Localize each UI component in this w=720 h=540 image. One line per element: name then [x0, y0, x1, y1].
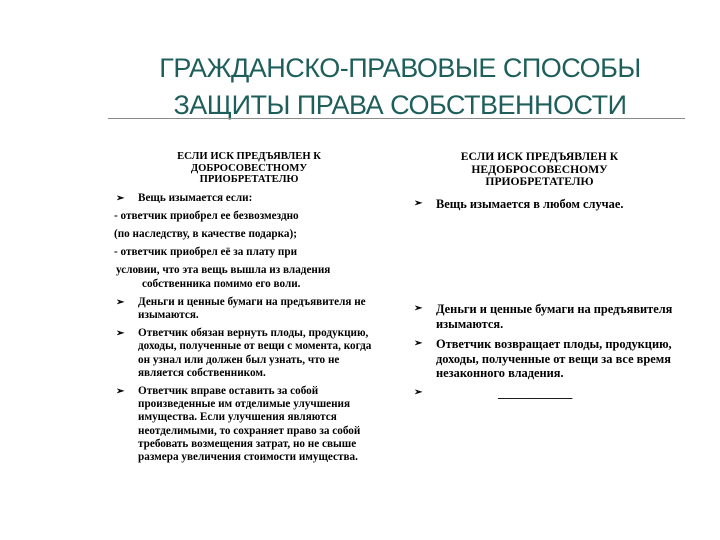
right-item-4	[412, 386, 677, 401]
right-item-2-text: Деньги и ценные бумаги на предъявителя изымаются.	[436, 302, 673, 332]
left-item-3-text: Ответчик обязан вернуть плоды, продукцию, доходы, полученные от вещи с момента, когда он узнал или должен был узнать, что не является собственником.	[138, 327, 372, 379]
left-heading: ЕСЛИ ИСК ПРЕДЪЯВЛЕН К ДОБРОСОВЕСТНОМУ ПРИОБРЕТАТЕЛЮ	[177, 151, 321, 185]
left-item-2	[114, 296, 384, 322]
right-item-3	[412, 337, 677, 381]
spacer	[412, 216, 677, 302]
page-title	[110, 50, 690, 124]
left-line-1: - ответчик приобрел ее безвозмездно	[114, 209, 299, 222]
left-item-4	[114, 385, 384, 464]
title-line-1: ГРАЖДАНСКО-ПРАВОВЫЕ СПОСОБЫ	[159, 53, 641, 83]
bullet-arrow-icon: ➢	[414, 337, 423, 349]
bullet-arrow-icon: ➢	[116, 296, 125, 308]
right-item-1-text: Вещь изымается в любом случае.	[436, 196, 624, 211]
left-column	[114, 151, 384, 469]
bullet-arrow-icon: ➢	[414, 303, 423, 315]
left-line-3: - ответчик приобрел её за плату при	[114, 246, 298, 259]
left-line-4: условии, что эта вещь вышла из владения собственника помимо его воли.	[116, 264, 331, 290]
left-item-4-text: Ответчик вправе оставить за собой произведенные им отделимые улучшения имущества. Если улучшения являются неотделимыми, то сохраняет право за собой требовать возмещения затрат, но не свыше размера увеличения стоимости имущества.	[138, 384, 361, 463]
title-line-2: ЗАЩИТЫ ПРАВА СОБСТВЕННОСТИ	[173, 90, 627, 120]
right-column	[412, 151, 677, 406]
left-line-2: (по наследству, в качестве подарка);	[114, 227, 297, 240]
title-divider	[108, 118, 685, 119]
bullet-arrow-icon: ➢	[116, 385, 125, 397]
left-item-1-text: Вещь изымается если:	[138, 191, 253, 204]
right-heading: ЕСЛИ ИСК ПРЕДЪЯВЛЕН К НЕДОБРОСОВЕСНОМУ ПРИОБРЕТАТЕЛЮ	[460, 150, 619, 188]
left-item-3	[114, 327, 384, 380]
bullet-arrow-icon: ➢	[116, 192, 125, 204]
right-item-1	[412, 197, 677, 212]
right-item-4-text: ____________	[498, 386, 573, 401]
left-item-2-text: Деньги и ценные бумаги на предъявителя не изымаются.	[138, 295, 366, 321]
left-item-1	[114, 192, 384, 205]
right-item-2	[412, 302, 677, 332]
bullet-arrow-icon: ➢	[414, 387, 423, 399]
bullet-arrow-icon: ➢	[414, 197, 423, 209]
right-item-3-text: Ответчик возвращает плоды, продукцию, доходы, полученные от вещи за все время незаконного владения.	[436, 336, 672, 381]
bullet-arrow-icon: ➢	[116, 328, 125, 340]
